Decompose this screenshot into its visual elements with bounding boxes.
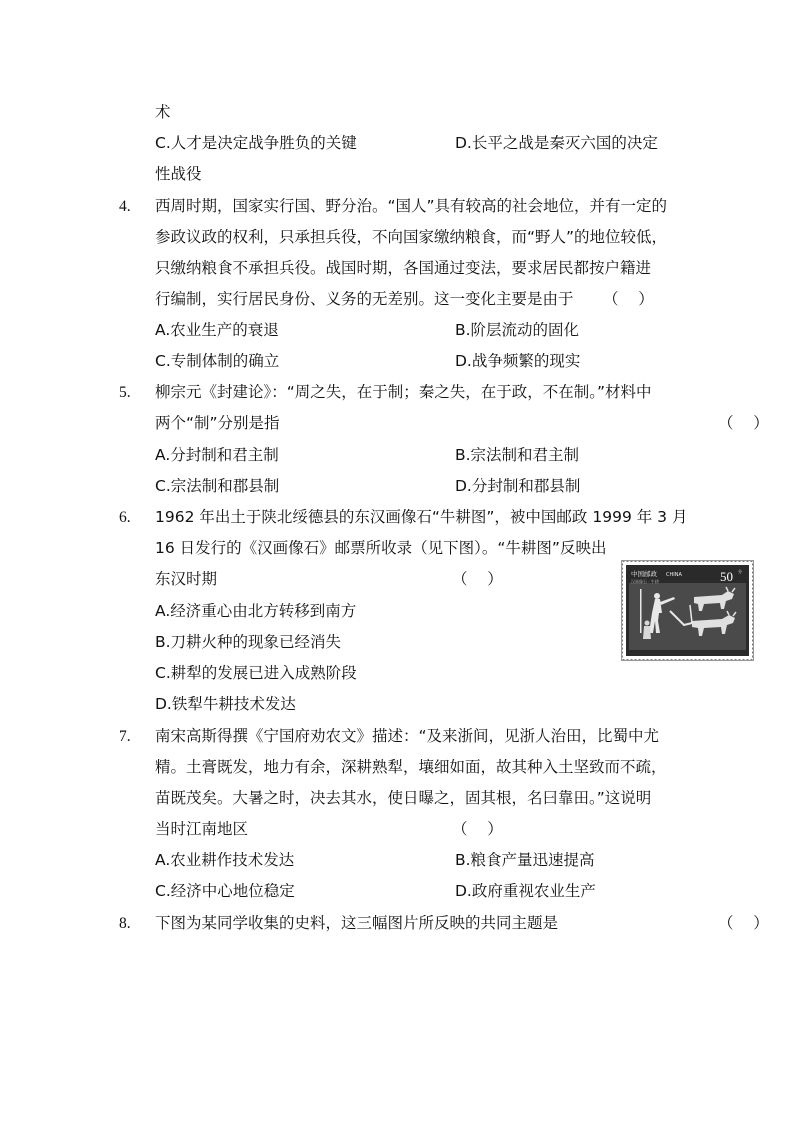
q6-stem-line-2: 16 日发行的《汉画像石》邮票所收录（见下图）。“牛耕图”反映出 xyxy=(155,539,607,557)
q7-stem-line-2: 精。土膏既发，地力有余，深耕熟犁，壤细如面，故其种入土坚致而不疏， xyxy=(155,758,667,776)
q7-option-c: C.经济中心地位稳定 xyxy=(155,882,295,900)
q4-stem-line-4: 行编制，实行居民身份、义务的无差别。这一变化主要是由于 xyxy=(155,290,574,308)
q4-option-b: B.阶层流动的固化 xyxy=(455,321,580,339)
ox-plowing-stamp xyxy=(622,561,753,660)
q6-stem-line-1: 1962 年出土于陕北绥德县的东汉画像石“牛耕图”，被中国邮政 1999 年 3 月 xyxy=(155,508,688,526)
q6-stem-line-3: 东汉时期 xyxy=(155,570,218,588)
q4-option-c: C.专制体制的确立 xyxy=(155,352,280,370)
q6-option-c: C.耕犁的发展已进入成熟阶段 xyxy=(155,664,357,682)
stamp-artwork xyxy=(622,561,753,660)
q6-answer-bracket: （ ） xyxy=(452,570,503,588)
q5-option-c: C.宗法制和郡县制 xyxy=(155,477,280,495)
q4-stem-line-3: 只缴纳粮食不承担兵役。战国时期，各国通过变法，要求居民都按户籍进 xyxy=(155,259,652,277)
q3-option-d-continuation: 性战役 xyxy=(155,165,202,183)
q7-option-b: B.粮食产量迅速提高 xyxy=(455,851,595,869)
q7-stem-line-3: 苗既茂矣。大暑之时，决去其水，使日曝之，固其根，名曰靠田。”这说明 xyxy=(155,789,652,807)
q7-stem-line-4: 当时江南地区 xyxy=(155,820,249,838)
q3-continuation: 术 xyxy=(155,103,171,121)
q7-stem-line-1: 南宋高斯得撰《宁国府劝农文》描述：“及来浙间，见浙人治田，比蜀中尤 xyxy=(155,727,660,745)
q8-answer-bracket: （ ） xyxy=(718,914,769,932)
q4-stem-line-2: 参政议政的权利，只承担兵役，不向国家缴纳粮食，而“野人”的地位较低， xyxy=(155,228,668,246)
q7-answer-bracket: （ ） xyxy=(452,820,503,838)
q5-option-a: A.分封制和君主制 xyxy=(155,446,279,464)
q5-stem-line-1: 柳宗元《封建论》：“周之失，在于制；秦之失，在于政，不在制。”材料中 xyxy=(155,383,652,401)
q6-option-d: D.铁犁牛耕技术发达 xyxy=(155,695,296,713)
q4-stem-line-1: 西周时期，国家实行国、野分治。“国人”具有较高的社会地位，并有一定的 xyxy=(155,197,668,215)
q3-option-c: C.人才是决定战争胜负的关键 xyxy=(155,134,357,152)
q4-number: 4. xyxy=(119,198,131,215)
q4-option-d: D.战争频繁的现实 xyxy=(455,352,581,370)
stamp-china-text: CHINA xyxy=(666,572,682,578)
q6-option-a: A.经济重心由北方转移到南方 xyxy=(155,602,357,620)
q5-stem-line-2: 两个“制”分别是指 xyxy=(155,414,280,432)
stamp-unit: 分 xyxy=(738,569,742,574)
stamp-caption: 汉画像石 · 牛耕 xyxy=(631,579,659,584)
q3-option-d: D.长平之战是秦灭六国的决定 xyxy=(455,134,658,152)
q7-number: 7. xyxy=(119,728,131,745)
q5-answer-bracket: （ ） xyxy=(718,414,769,432)
stamp-post-text: 中国邮政 xyxy=(631,570,657,578)
q6-number: 6. xyxy=(119,509,131,526)
q7-option-a: A.农业耕作技术发达 xyxy=(155,851,295,869)
stamp-value: 50 xyxy=(720,569,733,584)
q5-option-d: D.分封制和郡县制 xyxy=(455,477,581,495)
q6-option-b: B.刀耕火种的现象已经消失 xyxy=(155,633,342,651)
q7-option-d: D.政府重视农业生产 xyxy=(455,882,596,900)
q5-number: 5. xyxy=(119,384,131,401)
q8-stem-line-1: 下图为某同学收集的史料，这三幅图片所反映的共同主题是 xyxy=(155,914,559,932)
q4-option-a: A.农业生产的衰退 xyxy=(155,321,279,339)
q4-answer-bracket: （ ） xyxy=(603,290,654,308)
q8-number: 8. xyxy=(119,915,131,932)
q5-option-b: B.宗法制和君主制 xyxy=(455,446,580,464)
